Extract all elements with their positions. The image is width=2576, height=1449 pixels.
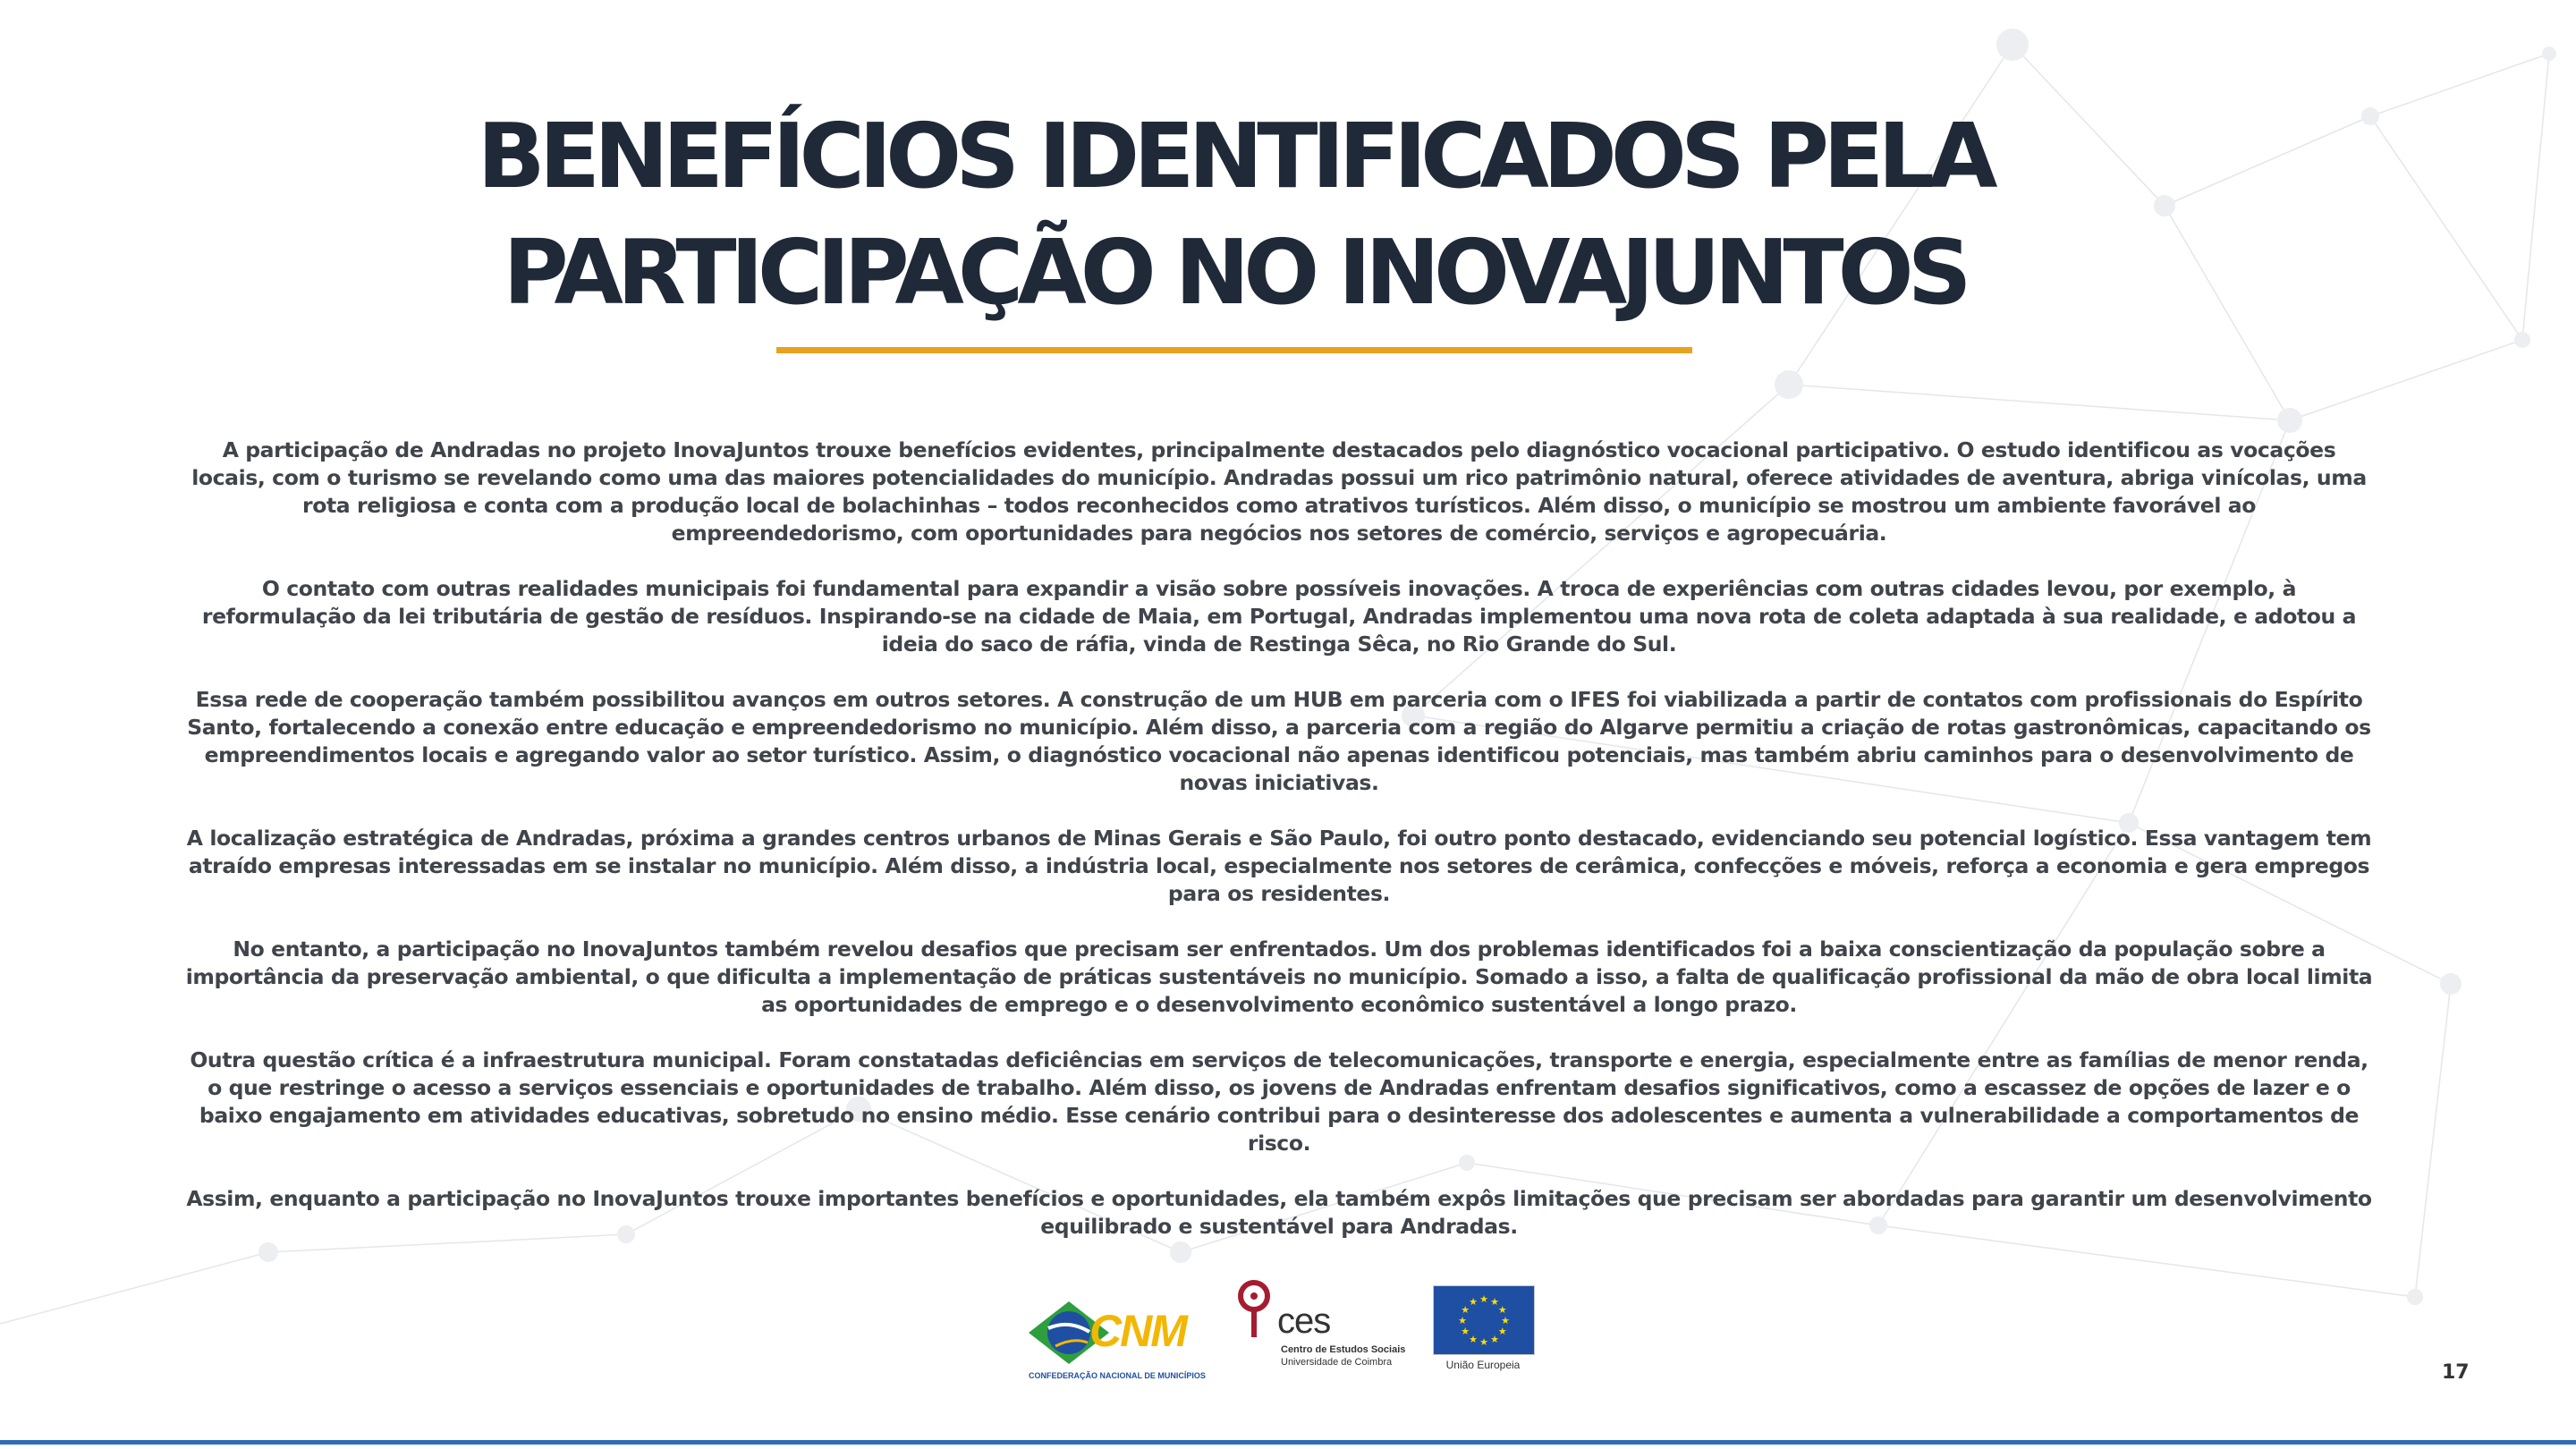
- page-number: 17: [2442, 1361, 2470, 1384]
- eu-star-icon: ★: [1490, 1333, 1499, 1345]
- cnm-logo: [1029, 1292, 1206, 1391]
- eu-star-icon: ★: [1497, 1326, 1507, 1337]
- bottom-accent-bar: [0, 1440, 2576, 1445]
- partner-logos: [0, 1275, 2576, 1382]
- paragraph-7: Assim, enquanto a participação no InovaJuntos trouxe importantes benefícios e oportunidades, ela também expôs limitações que precisam ser abordadas para garantir um desenvolvimento equilibrado e sustentável para Andradas.: [186, 1186, 2372, 1239]
- body-text: [183, 436, 2375, 1268]
- eu-star-icon: ★: [1469, 1296, 1478, 1309]
- cnm-caption: CONFEDERAÇÃO NACIONAL DE MUNICÍPIOS: [1029, 1371, 1206, 1380]
- page-title-line-2: PARTICIPAÇÃO NO INOVAJUNTOS: [503, 220, 1966, 325]
- title-underline: [776, 347, 1692, 353]
- eu-star-icon: ★: [1490, 1296, 1499, 1309]
- paragraph-4: A localização estratégica de Andradas, próxima a grandes centros urbanos de Minas Gerais e São Paulo, foi outro ponto destacado, evidenciando seu potencial logístico. Essa vantagem tem atraído empresas interessadas em se instalar no município. Além disso, a indústria local, especialmente nos setores de cerâmica, confecções e móveis, reforça a economia e gera empregos para os residentes.: [186, 826, 2372, 906]
- eu-star-icon: ★: [1501, 1315, 1510, 1326]
- eu-flag-icon: [1433, 1285, 1535, 1355]
- paragraph-6: Outra questão crítica é a infraestrutura municipal. Foram constatadas deficiências em serviços de telecomunicações, transporte e energia, especialmente entre as famílias de menor renda, o que restringe o acesso a serviços essenciais e oportunidades de trabalho. Além disso, os jovens de Andradas enfrentam desafios significativos, como a escassez de opções de lazer e o baixo engajamento em atividades educativas, sobretudo no ensino médio. Esse cenário contribui para o desinteresse dos adolescentes e aumenta a vulnerabilidade a comportamentos de risco.: [190, 1047, 2368, 1156]
- cnm-wordmark: CNM: [1089, 1306, 1186, 1356]
- eu-star-icon: ★: [1479, 1293, 1488, 1305]
- paragraph-1: A participação de Andradas no projeto InovaJuntos trouxe benefícios evidentes, principalmente destacados pelo diagnóstico vocacional participativo. O estudo identificou as vocações locais, com o turismo se revelando como uma das maiores potencialidades do município. Andradas possui um rico patrimônio natural, oferece atividades de aventura, abriga vinícolas, uma rota religiosa e conta com a produção local de bolachinhas – todos reconhecidos como atrativos turísticos. Além disso, o município se mostrou um ambiente favorável ao empreendedorismo, com oportunidades para negócios nos setores de comércio, serviços e agropecuária.: [191, 437, 2367, 546]
- eu-star-icon: ★: [1479, 1336, 1488, 1348]
- paragraph-5: No entanto, a participação no InovaJuntos também revelou desafios que precisam ser enfrentados. Um dos problemas identificados foi a baixa conscientização da população sobre a importância da preservação ambiental, o que dificulta a implementação de práticas sustentáveis no município. Somado a isso, a falta de qualificação profissional da mão de obra local limita as oportunidades de emprego e o desenvolvimento econômico sustentável a longo prazo.: [185, 936, 2373, 1017]
- page-title-line-1: BENEFÍCIOS IDENTIFICADOS PELA: [477, 104, 1992, 208]
- eu-star-icon: ★: [1497, 1304, 1507, 1316]
- ces-caption-line-2: Universidade de Coimbra: [1281, 1357, 1393, 1368]
- page-title: [0, 98, 2469, 331]
- eu-star-icon: ★: [1461, 1304, 1470, 1316]
- eu-logo: [1431, 1284, 1538, 1382]
- paragraph-3: Essa rede de cooperação também possibilitou avanços em outros setores. A construção de um HUB em parceria com o IFES foi viabilizada a partir de contatos com profissionais do Espírito Santo, fortalecendo a conexão entre educação e empreendedorismo no município. Além disso, a parceria com a região do Algarve permitiu a criação de rotas gastronômicas, capacitando os empreendimentos locais e agregando valor ao setor turístico. Assim, o diagnóstico vocacional não apenas identificou potenciais, mas também abriu caminhos para o desenvolvimento de novas iniciativas.: [187, 687, 2371, 795]
- ces-caption-line-1: Centro de Estudos Sociais: [1281, 1344, 1406, 1355]
- paragraph-2: O contato com outras realidades municipais foi fundamental para expandir a visão sobre possíveis inovações. A troca de experiências com outras cidades levou, por exemplo, à reformulação da lei tributária de gestão de resíduos. Inspirando-se na cidade de Maia, em Portugal, Andradas implementou uma nova rota de coleta adaptada à sua realidade, e adotou a ideia do saco de ráfia, vinda de Restinga Sêca, no Rio Grande do Sul.: [201, 576, 2357, 657]
- eu-star-icon: ★: [1469, 1333, 1478, 1345]
- ces-mark-icon: [1234, 1275, 1279, 1342]
- eu-caption: União Europeia: [1445, 1359, 1521, 1371]
- ces-wordmark: ces: [1277, 1301, 1331, 1341]
- ces-logo: [1234, 1275, 1404, 1377]
- eu-star-icon: ★: [1458, 1315, 1467, 1326]
- eu-star-icon: ★: [1461, 1326, 1470, 1337]
